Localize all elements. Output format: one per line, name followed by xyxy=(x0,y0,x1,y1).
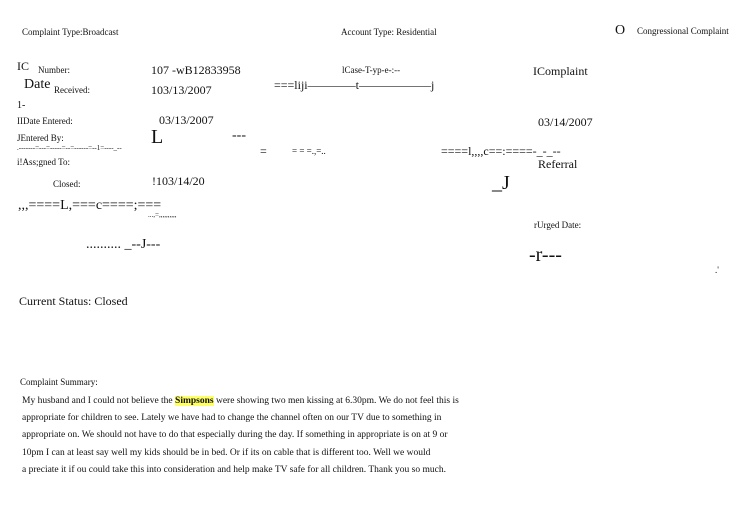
number-label: Number: xyxy=(38,65,70,75)
account-type-label: Account Type: Residential xyxy=(341,27,437,37)
one-marker: 1- xyxy=(17,100,26,111)
date-entered-value: 03/13/2007 xyxy=(159,113,214,127)
date-received-value: 103/13/2007 xyxy=(151,83,212,97)
summary-line-1 xyxy=(22,393,522,410)
dots-j-mark: .......... _--J--- xyxy=(86,237,161,252)
dashes-mark: --- xyxy=(232,128,246,143)
scan-rule-2-sub: ...,=,,,,,,,,,, xyxy=(148,211,177,219)
big-j-mark: _J xyxy=(492,172,510,194)
congressional-complaint-label: Congressional Complaint xyxy=(637,26,729,36)
ic-prefix: IC xyxy=(17,59,29,73)
summary-line-1-before: My husband and I could not believe the xyxy=(22,396,176,406)
closed-value: !103/14/20 xyxy=(152,174,205,188)
scan-noise-2: ====l,,,,c==:====-_-_-- xyxy=(441,144,561,158)
highlighted-term: Simpsons xyxy=(175,396,214,406)
date-entered-right-value: 03/14/2007 xyxy=(538,115,593,129)
summary-line-1-after: were showing two men kissing at 6.30pm. We do not feel this is xyxy=(213,396,459,406)
eq-mark: = xyxy=(260,144,267,158)
entered-by-noise: .-------=---=-----=--=------=--1=----_-- xyxy=(17,144,122,152)
congressional-checkbox-marker: O xyxy=(615,23,626,38)
closed-label: Closed: xyxy=(53,179,81,189)
entered-by-label: JEntered By: xyxy=(17,133,64,143)
urged-date-label: rUrged Date: xyxy=(534,220,582,230)
scan-rule-1: ===liji————t——————j xyxy=(274,78,435,92)
current-status: Current Status: Closed xyxy=(19,294,128,308)
r-dashes-mark: -r--- xyxy=(529,244,562,266)
complaint-type-label: Complaint Type:Broadcast xyxy=(22,27,119,37)
assigned-to-label: i!Ass;gned To: xyxy=(17,157,70,167)
stray-mark: .' xyxy=(715,265,719,275)
summary-line-3: appropriate on. We should not have to do that especially during the day. If something in appropriate is on at 9 or xyxy=(22,430,448,441)
complaint-word: IComplaint xyxy=(533,64,588,78)
case-type-label: lCase-T-yp-e-:-- xyxy=(342,65,401,75)
big-l-mark: L xyxy=(151,126,164,148)
referral-label: Referral xyxy=(538,157,578,171)
date-entered-label: IIDate Entered: xyxy=(17,116,73,126)
complaint-summary-label: Complaint Summary: xyxy=(20,377,98,387)
summary-line-4: 10pm I can at least say well my kids should be in bed. Or if its on cable that is different too. Well we would xyxy=(22,447,431,458)
number-value: 107 -wB12833958 xyxy=(151,63,241,77)
summary-line-5: a preciate it if ou could take this into consideration and help make TV safe for all children. Thank you so much. xyxy=(22,464,446,475)
summary-line-2: appropriate for children to see. Lately we have had to change the channel often on our TV due to something in xyxy=(22,413,442,424)
scan-rule-2: ,,,====L,===c====;=== xyxy=(18,198,162,213)
date-received-sublabel: Received: xyxy=(54,85,90,95)
date-received-label: Date xyxy=(24,77,51,92)
scan-noise-1: = = =.,=.. xyxy=(292,146,326,156)
complaint-summary-text xyxy=(22,393,522,479)
